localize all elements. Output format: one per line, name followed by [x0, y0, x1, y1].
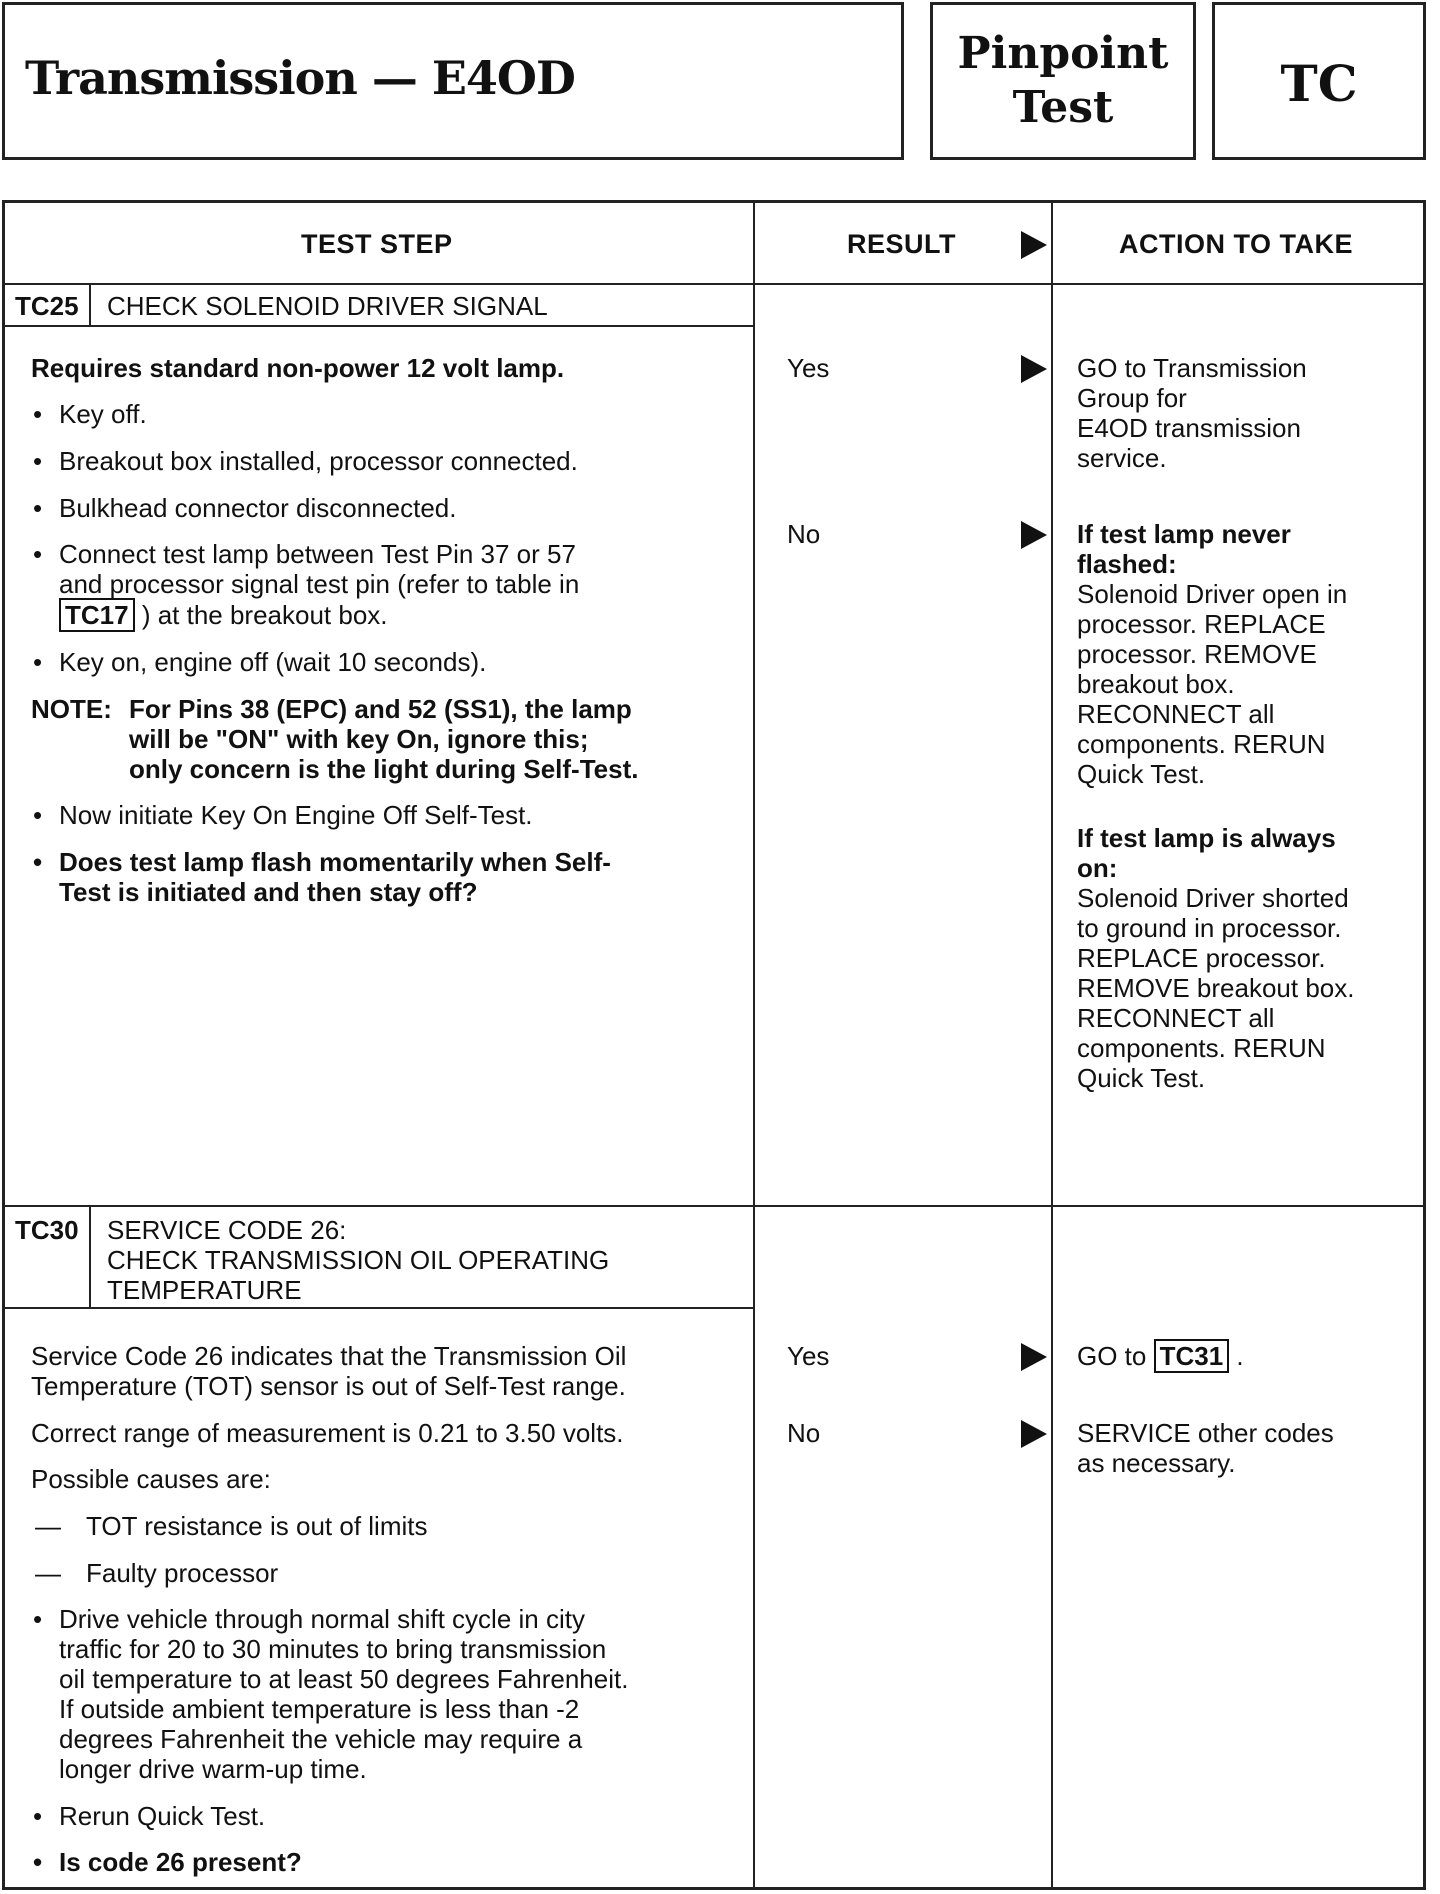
action-line: Solenoid Driver shorted [1077, 883, 1349, 913]
list-item: • Rerun Quick Test. [31, 1801, 265, 1832]
section-code-box [1212, 2, 1426, 160]
question-line: Test is initiated and then stay off? [59, 877, 478, 907]
row-divider [5, 1205, 1423, 1207]
note-line: will be "ON" with key On, ignore this; [129, 724, 589, 754]
col-test-step: TEST STEP [301, 229, 453, 259]
tc30-result-yes: Yes [787, 1341, 830, 1371]
tc30-question: • Is code 26 present? [31, 1847, 302, 1878]
action-line: RECONNECT all [1077, 1003, 1275, 1033]
action-heading: If test lamp is always [1077, 823, 1336, 853]
list-item-continued [59, 600, 388, 631]
action-line: breakout box. [1077, 669, 1235, 699]
drive-line: • Drive vehicle through normal shift cycle in city [31, 1604, 585, 1635]
tc30-title-line: SERVICE CODE 26: [107, 1215, 347, 1245]
action-line: processor. REPLACE [1077, 609, 1326, 639]
tc30-title-line: TEMPERATURE [107, 1275, 302, 1305]
tc25-result-yes: Yes [787, 353, 830, 383]
tc31-ref[interactable]: TC31 [1154, 1339, 1230, 1373]
ref-suffix: ) at the breakout box. [141, 600, 388, 630]
action-heading: flashed: [1077, 549, 1177, 579]
note-line: only concern is the light during Self-Test. [129, 754, 639, 784]
arrow-icon [1021, 231, 1047, 259]
drive-line: degrees Fahrenheit the vehicle may require a [59, 1724, 583, 1754]
action-line: Quick Test. [1077, 759, 1206, 789]
column-divider-1 [753, 203, 755, 1887]
tc25-title-underline [5, 325, 753, 327]
action-line: GO to Transmission [1077, 353, 1307, 383]
drive-line: If outside ambient temperature is less than -2 [59, 1694, 580, 1724]
action-heading: If test lamp never [1077, 519, 1291, 549]
col-result: RESULT [847, 229, 956, 259]
tc25-title: CHECK SOLENOID DRIVER SIGNAL [107, 291, 548, 321]
tc25-requirement: Requires standard non-power 12 volt lamp. [31, 353, 565, 383]
header-row-divider [5, 283, 1423, 285]
tc30-title-line: CHECK TRANSMISSION OIL OPERATING [107, 1245, 610, 1275]
action-line: E4OD transmission [1077, 413, 1301, 443]
drive-line: traffic for 20 to 30 minutes to bring transmission [59, 1634, 607, 1664]
drive-line: longer drive warm-up time. [59, 1754, 367, 1784]
tc25-result-no: No [787, 519, 821, 549]
list-item: • Key on, engine off (wait 10 seconds). [31, 647, 486, 678]
tc30-causes-label: Possible causes are: [31, 1464, 271, 1494]
note-label: NOTE: [31, 694, 112, 724]
action-line: to ground in processor. [1077, 913, 1342, 943]
action-line: REMOVE breakout box. [1077, 973, 1355, 1003]
list-item: • Connect test lamp between Test Pin 37 or 57 [31, 539, 576, 570]
arrow-icon [1021, 355, 1047, 383]
action-line: Solenoid Driver open in [1077, 579, 1348, 609]
tc30-intro-line: Temperature (TOT) sensor is out of Self-Test range. [31, 1371, 626, 1401]
tc30-id-divider [89, 1205, 91, 1307]
tc25-id-divider [89, 283, 91, 325]
drive-line: oil temperature to at least 50 degrees Fahrenheit. [59, 1664, 629, 1694]
arrow-icon [1021, 521, 1047, 549]
tc30-result-no: No [787, 1418, 821, 1448]
page-title: Transmission — E4OD [25, 51, 575, 105]
note-line: For Pins 38 (EPC) and 52 (SS1), the lamp [129, 694, 632, 724]
pinpoint-label: Pinpoint [957, 28, 1169, 79]
tc30-id: TC30 [15, 1215, 79, 1245]
tc30-intro-line: Service Code 26 indicates that the Transmission Oil [31, 1341, 627, 1371]
list-item: • Now initiate Key On Engine Off Self-Test. [31, 800, 533, 831]
test-table [2, 200, 1426, 1890]
col-action: ACTION TO TAKE [1119, 229, 1353, 259]
action-line: processor. REMOVE [1077, 639, 1317, 669]
list-item: • Key off. [31, 399, 147, 430]
tc17-ref[interactable]: TC17 [59, 598, 135, 632]
section-code: TC [1280, 54, 1358, 113]
action-line: Group for [1077, 383, 1187, 413]
action-heading: on: [1077, 853, 1118, 883]
action-prefix: GO to [1077, 1341, 1147, 1371]
action-line: service. [1077, 443, 1167, 473]
pinpoint-test-box [930, 2, 1196, 160]
cause-item: — TOT resistance is out of limits [31, 1511, 427, 1542]
action-line: SERVICE other codes [1077, 1418, 1334, 1448]
action-line: RECONNECT all [1077, 699, 1275, 729]
test-label: Test [1012, 82, 1114, 133]
action-line: REPLACE processor. [1077, 943, 1326, 973]
action-suffix: . [1236, 1341, 1244, 1371]
action-line: components. RERUN [1077, 729, 1326, 759]
action-line: Quick Test. [1077, 1063, 1206, 1093]
tc30-yes-action [1077, 1341, 1244, 1372]
tc30-title-underline [5, 1307, 753, 1309]
action-line: as necessary. [1077, 1448, 1236, 1478]
arrow-icon [1021, 1343, 1047, 1371]
header-title-box [2, 2, 904, 160]
arrow-icon [1021, 1420, 1047, 1448]
cause-item: — Faulty processor [31, 1558, 278, 1589]
tc25-id: TC25 [15, 291, 79, 321]
column-divider-2 [1051, 203, 1053, 1887]
list-item: • Bulkhead connector disconnected. [31, 493, 457, 524]
list-item-continued: and processor signal test pin (refer to table in [59, 569, 580, 599]
tc30-range: Correct range of measurement is 0.21 to 3.50 volts. [31, 1418, 624, 1448]
question-line: • Does test lamp flash momentarily when Self- [31, 847, 611, 878]
action-line: components. RERUN [1077, 1033, 1326, 1063]
list-item: • Breakout box installed, processor connected. [31, 446, 578, 477]
